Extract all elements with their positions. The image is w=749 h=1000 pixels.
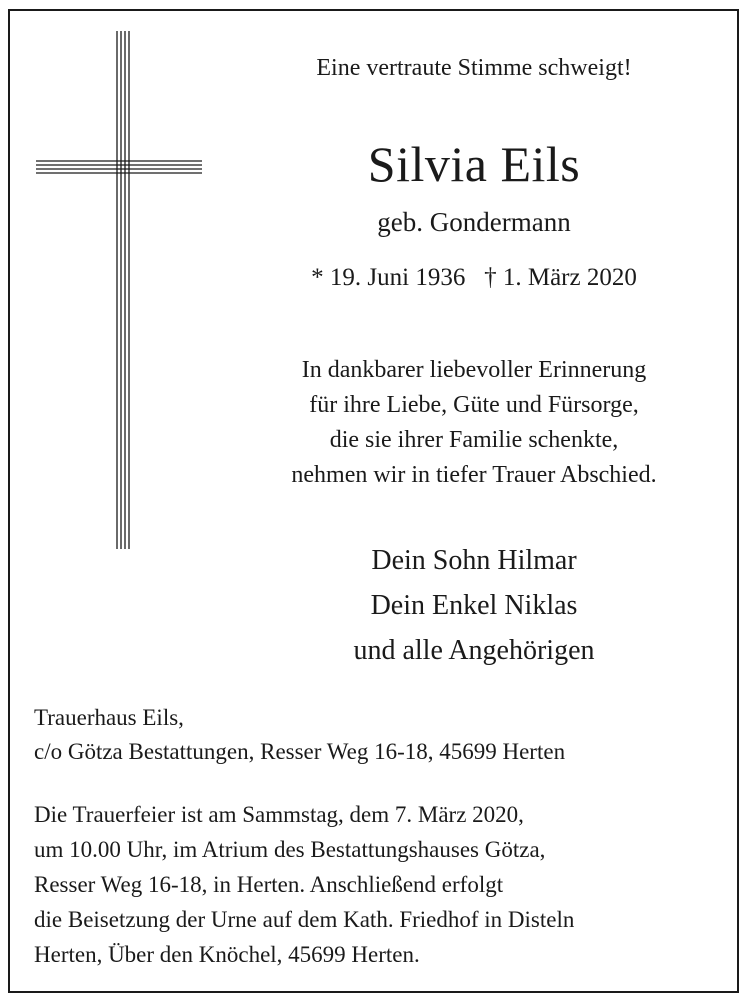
mourner: und alle Angehörigen (353, 635, 595, 666)
ceremony-details (34, 797, 724, 972)
maiden-name: geb. Gondermann (377, 207, 571, 237)
address-line: Trauerhaus Eils, (34, 705, 184, 730)
obituary-notice (8, 9, 739, 993)
life-dates (248, 264, 700, 292)
mourner: Dein Enkel Niklas (370, 590, 578, 621)
ceremony-line: Resser Weg 16-18, in Herten. Anschließend erfolgt (34, 872, 504, 897)
ceremony-line: um 10.00 Uhr, im Atrium des Bestattungshauses Götza, (34, 837, 546, 862)
death-date: † 1. März 2020 (484, 264, 637, 291)
mourners-list (248, 538, 700, 673)
mourning-house-address (34, 701, 724, 769)
address-line: c/o Götza Bestattungen, Resser Weg 16-18, 45699 Herten (34, 739, 566, 764)
deceased-name: Silvia Eils (367, 136, 581, 192)
tribute-line: nehmen wir in tiefer Trauer Abschied. (291, 462, 657, 488)
tribute-line: die sie ihrer Familie schenkte, (329, 427, 619, 453)
ceremony-line: die Beisetzung der Urne auf dem Kath. Friedhof in Disteln (34, 907, 575, 932)
motto: Eine vertraute Stimme schweigt! (316, 55, 632, 81)
birth-date: * 19. Juni 1936 (311, 264, 466, 291)
mourner: Dein Sohn Hilmar (371, 545, 577, 576)
ceremony-line: Herten, Über den Knöchel, 45699 Herten. (34, 942, 420, 967)
cross-icon (36, 31, 216, 561)
tribute-line: In dankbarer liebevoller Erinnerung (301, 357, 647, 383)
tribute-line: für ihre Liebe, Güte und Fürsorge, (309, 392, 639, 418)
ceremony-line: Die Trauerfeier ist am Sammstag, dem 7. März 2020, (34, 802, 524, 827)
tribute-text (248, 353, 700, 493)
